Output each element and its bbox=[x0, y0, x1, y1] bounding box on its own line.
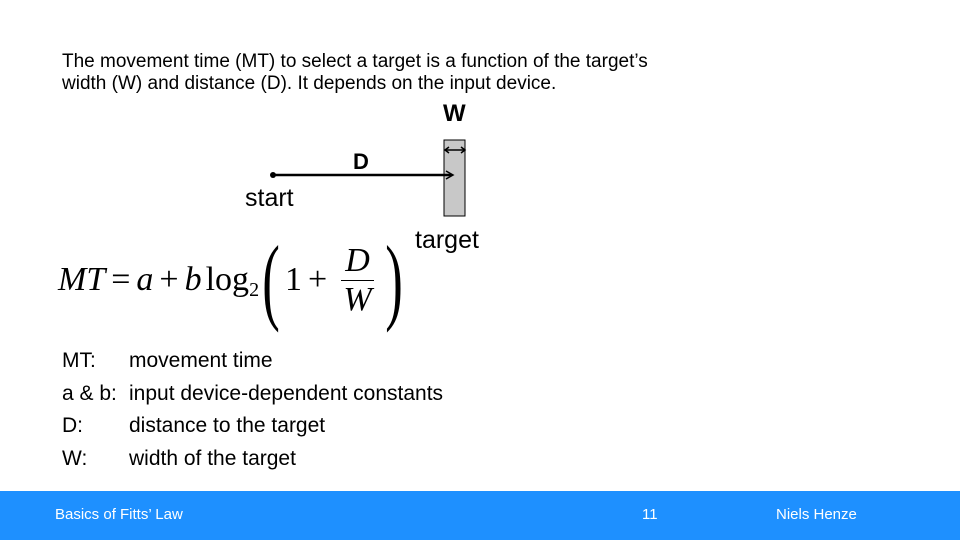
fitts-formula bbox=[58, 226, 403, 333]
formula-equals: = bbox=[111, 261, 131, 298]
definition-row bbox=[62, 378, 443, 411]
footer-title: Basics of Fitts’ Law bbox=[55, 506, 183, 523]
formula-numerator: D bbox=[341, 244, 374, 281]
definition-term: MT: bbox=[62, 349, 96, 373]
footer-author: Niels Henze bbox=[776, 506, 857, 523]
definition-term: a & b: bbox=[62, 381, 117, 405]
formula-fraction bbox=[341, 241, 374, 318]
formula-log-base: 2 bbox=[249, 279, 260, 301]
formula-lhs: MT bbox=[58, 261, 106, 298]
formula-right-paren: ) bbox=[384, 226, 403, 333]
definition-row bbox=[62, 345, 443, 378]
distance-label: D bbox=[353, 149, 369, 174]
footer-bar bbox=[0, 491, 960, 540]
definition-term: W: bbox=[62, 447, 88, 471]
definition-desc: distance to the target bbox=[129, 414, 326, 438]
formula-plus-2: + bbox=[308, 261, 328, 298]
formula-b: b bbox=[184, 261, 202, 298]
page-number: 11 bbox=[642, 506, 658, 523]
formula-denominator: W bbox=[343, 280, 372, 318]
definition-row bbox=[62, 443, 443, 476]
start-label: start bbox=[245, 184, 294, 212]
formula-log: log bbox=[205, 261, 250, 298]
formula-left-paren: ( bbox=[262, 226, 280, 333]
target-label: target bbox=[415, 226, 479, 254]
definition-row bbox=[62, 410, 443, 443]
definition-desc: movement time bbox=[129, 349, 273, 373]
formula-one: 1 bbox=[285, 261, 303, 298]
definitions-list bbox=[62, 345, 443, 475]
definition-desc: input device-dependent constants bbox=[129, 381, 444, 405]
definition-term: D: bbox=[62, 414, 83, 438]
formula-a: a bbox=[136, 261, 154, 298]
width-label: W bbox=[443, 100, 466, 127]
intro-text: The movement time (MT) to select a target is a function of the target’s width (W) and distance (D). It depends on the input device. bbox=[62, 51, 648, 94]
formula-plus: + bbox=[159, 261, 179, 298]
definition-desc: width of the target bbox=[129, 447, 296, 471]
